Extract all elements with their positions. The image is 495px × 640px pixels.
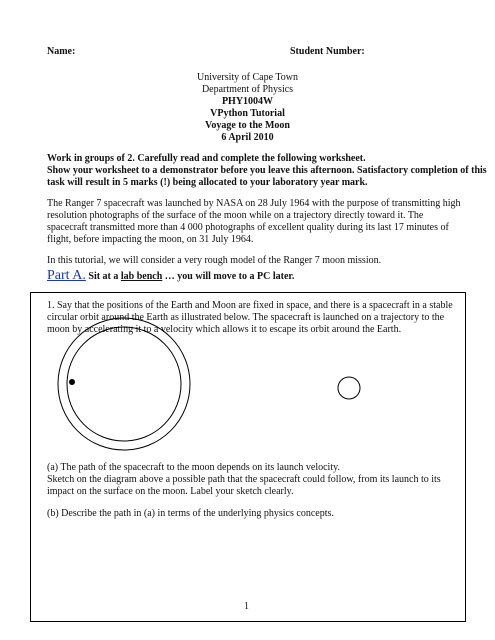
university-name: University of Cape Town xyxy=(196,72,299,83)
earth xyxy=(67,327,181,441)
intro-line-2: resolution photographs of the surface of the moon while on a trajectory directly toward it. The xyxy=(47,210,424,221)
question-1-line-3: moon by accelerating it to a velocity which allows it to escape its orbit around the Earth. xyxy=(47,324,402,335)
instructions-line-1: Work in groups of 2. Carefully read and complete the following worksheet. xyxy=(47,153,366,164)
department-name: Department of Physics xyxy=(201,84,294,95)
question-1-line-1: 1. Say that the positions of the Earth and Moon are fixed in space, and there is a spacecraft in a stable xyxy=(47,300,453,311)
student-number-label: Student Number: xyxy=(290,46,365,57)
spacecraft xyxy=(69,379,75,385)
question-a-line-1: (a) The path of the spacecraft to the moon depends on its launch velocity. xyxy=(47,462,340,473)
question-a-line-3: impact on the surface on the moon. Label your sketch clearly. xyxy=(47,486,294,497)
intro-line-1: The Ranger 7 spacecraft was launched by NASA on 28 July 1964 with the purpose of transmitting high xyxy=(47,198,461,209)
question-b: (b) Describe the path in (a) in terms of the underlying physics concepts. xyxy=(47,508,334,519)
tutorial-date: 6 April 2010 xyxy=(221,132,274,143)
intro-line-4: flight, before impacting the moon, on 31 July 1964. xyxy=(47,234,254,245)
name-label: Name: xyxy=(47,46,76,57)
part-a-sub-before: Sit at a xyxy=(88,271,121,282)
intro-line-3: spacecraft transmitted more than 4 000 photographs of excellent quality during its last 17 minutes of xyxy=(47,222,449,233)
instructions-line-3: task will result in 5 marks (!) being allocated to your laboratory year mark. xyxy=(47,177,368,188)
page-number: 1 xyxy=(244,601,249,612)
tutorial-note: In this tutorial, we will consider a very rough model of the Ranger 7 moon mission. xyxy=(47,255,382,266)
spacecraft-orbit xyxy=(58,318,190,450)
question-a-line-2: Sketch on the diagram above a possible path that the spacecraft could follow, from its launch to its xyxy=(47,474,441,485)
tutorial-subtitle: Voyage to the Moon xyxy=(205,120,290,131)
part-a-sub-link: lab bench xyxy=(120,271,163,282)
course-code: PHY1004W xyxy=(221,96,274,107)
part-a-title: Part A. xyxy=(47,268,86,283)
part-a-sub-after: … you will move to a PC later. xyxy=(162,271,295,282)
question-1-line-2: circular orbit around the Earth as illustrated below. The spacecraft is launched on a trajectory to the xyxy=(47,312,445,323)
instructions-line-2: Show your worksheet to a demonstrator before you leave this afternoon. Satisfactory completion of this xyxy=(47,165,487,176)
tutorial-title: VPython Tutorial xyxy=(210,108,285,119)
moon xyxy=(338,377,360,399)
